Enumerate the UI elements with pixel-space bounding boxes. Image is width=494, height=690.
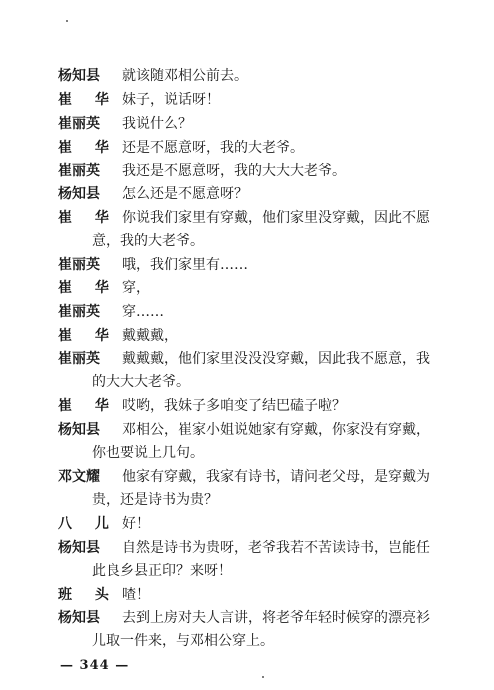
dialogue-text: 的大大大老爷。 (92, 374, 190, 390)
speaker-name: 崔 华 (58, 398, 118, 414)
dialogue-text: 戴戴戴， (122, 328, 178, 344)
speaker-name: 班 头 (58, 587, 118, 603)
dialogue-text: 穿…… (122, 304, 164, 320)
speaker-name: 崔 华 (58, 328, 118, 344)
speaker-name: 杨知县 (58, 540, 100, 556)
dialogue-text: 戴戴戴，他们家里没没没穿戴，因此我不愿意，我 (122, 351, 430, 367)
scan-speck (66, 20, 68, 22)
speaker-name: 崔丽英 (58, 116, 100, 132)
dialogue-text: 自然是诗书为贵呀，老爷我若不苦读诗书，岂能任 (122, 540, 430, 556)
dialogue-text: 他家有穿戴，我家有诗书，请问老父母，是穿戴为 (122, 469, 430, 485)
dialogue-text: 你也要说上几句。 (92, 445, 204, 461)
dialogue-text: 还是不愿意呀，我的大老爷。 (122, 140, 304, 156)
scan-speck (262, 676, 264, 678)
dialogue-text: 意，我的大老爷。 (92, 233, 204, 249)
speaker-name: 崔丽英 (58, 257, 100, 273)
dialogue-text: 就该随邓相公前去。 (122, 68, 248, 84)
dialogue-text: 哎哟，我妹子多咱变了结巴磕子啦？ (122, 398, 346, 414)
speaker-name: 邓文耀 (58, 469, 100, 485)
dialogue-text: 穿， (122, 280, 150, 296)
dialogue-text: 怎么还是不愿意呀？ (122, 186, 248, 202)
speaker-name: 崔 华 (58, 140, 118, 156)
speaker-name: 崔丽英 (58, 351, 100, 367)
dialogue-text: 我还是不愿意呀，我的大大大老爷。 (122, 163, 346, 179)
speaker-name: 杨知县 (58, 186, 100, 202)
dialogue-text: 贵，还是诗书为贵？ (92, 492, 218, 508)
dialogue-text: 你说我们家里有穿戴，他们家里没穿戴，因此不愿 (122, 210, 430, 226)
dialogue-text: 哦，我们家里有…… (122, 257, 248, 273)
dialogue-text: 此良乡县正印？来呀！ (92, 563, 232, 579)
speaker-name: 崔 华 (58, 92, 118, 108)
speaker-name: 杨知县 (58, 68, 100, 84)
speaker-name: 杨知县 (58, 610, 100, 626)
dialogue-text: 好！ (122, 516, 150, 532)
page-number: — 344 — (60, 658, 130, 673)
dialogue-text: 妹子，说话呀！ (122, 92, 220, 108)
dialogue-text: 喳！ (122, 587, 150, 603)
speaker-name: 崔丽英 (58, 304, 100, 320)
dialogue-text: 去到上房对夫人言讲，将老爷年轻时候穿的漂亮衫 (122, 610, 430, 626)
dialogue-text: 儿取一件来，与邓相公穿上。 (92, 633, 274, 649)
dialogue-text: 邓相公，崔家小姐说她家有穿戴，你家没有穿戴， (122, 422, 430, 438)
speaker-name: 崔 华 (58, 210, 118, 226)
speaker-name: 崔 华 (58, 280, 118, 296)
speaker-name: 八 儿 (58, 516, 118, 532)
speaker-name: 杨知县 (58, 422, 100, 438)
speaker-name: 崔丽英 (58, 163, 100, 179)
dialogue-text: 我说什么？ (122, 116, 192, 132)
